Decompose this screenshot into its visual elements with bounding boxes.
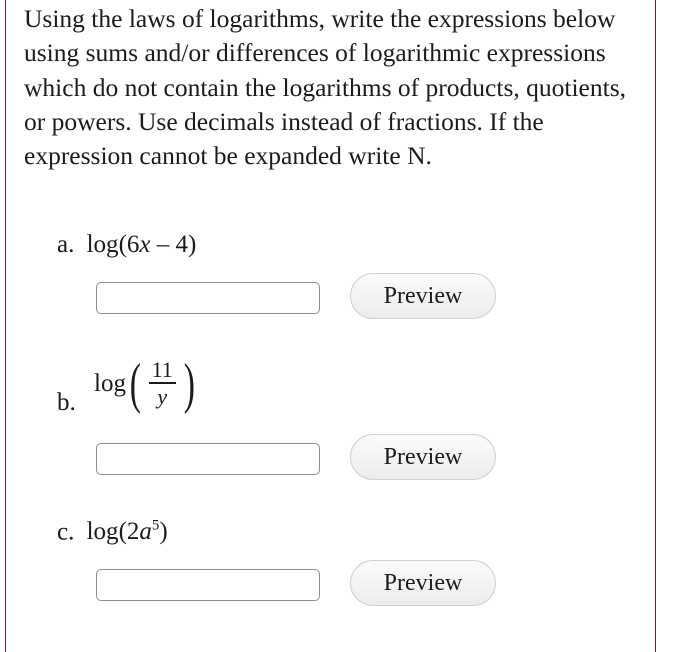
question-c-expr-pre: (2: [118, 518, 140, 546]
question-b-label: b.: [57, 388, 76, 416]
question-b-open-paren: (: [129, 353, 141, 415]
answer-c-input[interactable]: [96, 569, 320, 601]
preview-c-button[interactable]: Preview: [350, 560, 496, 606]
question-c-var: a: [139, 518, 152, 546]
question-c-expr-post: ): [159, 518, 168, 546]
question-c-label: c.: [57, 518, 75, 546]
question-a-func: log: [86, 231, 119, 258]
preview-b-button[interactable]: Preview: [350, 434, 496, 480]
frame-left-border: [5, 0, 6, 652]
question-c-exponent: 5: [151, 518, 160, 534]
question-b-fraction: [149, 358, 176, 410]
question-b-numerator: 11: [151, 357, 173, 383]
question-a-expr-pre: (6: [118, 231, 140, 258]
question-a: [57, 231, 196, 259]
frame-right-border: [655, 0, 656, 652]
question-b: [57, 353, 198, 416]
question-a-expression: [87, 231, 197, 258]
question-b-expression: [94, 353, 198, 415]
question-c-func: log: [86, 518, 119, 546]
question-b-func: log: [94, 370, 126, 397]
question-b-close-paren: ): [183, 353, 195, 415]
question-c: [57, 518, 168, 546]
instructions-text: Using the laws of logarithms, write the expressions below using sums and/or differences of logarithmic expressions which do not contain the logarithms of products, quotients, or powers. Use decimals instead of fractions. If the expression cannot be expanded write N.: [24, 4, 626, 171]
question-a-label: a.: [57, 231, 75, 258]
question-a-expr-post: – 4): [150, 231, 197, 258]
question-b-denominator: y: [157, 383, 168, 409]
preview-a-button[interactable]: Preview: [350, 273, 496, 319]
answer-b-input[interactable]: [96, 443, 320, 475]
answer-a-input[interactable]: [96, 282, 320, 314]
question-c-expression: [87, 518, 168, 545]
question-a-var: x: [139, 231, 151, 258]
